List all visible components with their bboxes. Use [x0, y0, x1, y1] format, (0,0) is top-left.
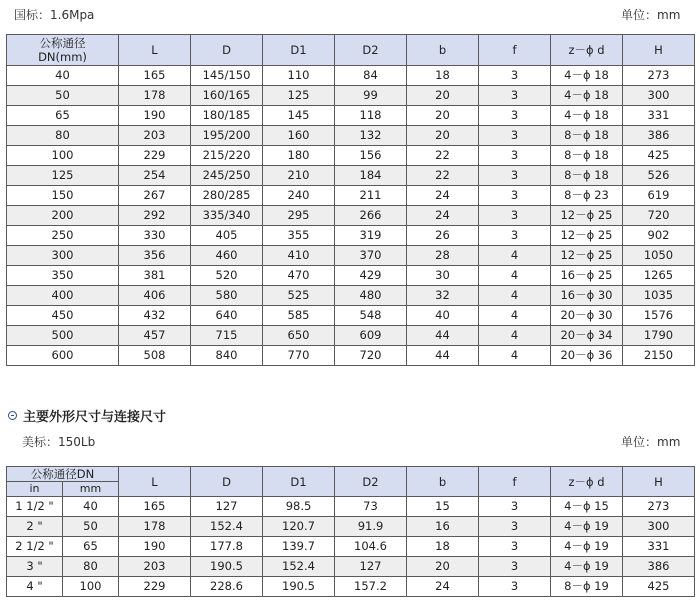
- table-cell: 20: [407, 126, 479, 146]
- table-cell: 273: [623, 497, 695, 517]
- table-cell: 350: [7, 266, 119, 286]
- table-cell: 145/150: [191, 66, 263, 86]
- table-cell: 356: [119, 246, 191, 266]
- table-cell: 770: [263, 346, 335, 366]
- table-cell: 12－ϕ 25: [551, 226, 623, 246]
- table-cell: 548: [335, 306, 407, 326]
- table-cell: 425: [623, 146, 695, 166]
- table-cell: 3: [479, 86, 551, 106]
- table-row: [7, 346, 695, 366]
- table-cell: 4: [479, 286, 551, 306]
- unit-label-2: 单位：mm: [621, 435, 681, 449]
- bullet-icon: [8, 411, 17, 420]
- table-cell: 3: [479, 146, 551, 166]
- table-cell: 3: [479, 226, 551, 246]
- table-row: [7, 517, 695, 537]
- table-cell: 229: [119, 577, 191, 597]
- table-cell: 370: [335, 246, 407, 266]
- table-row: [7, 166, 695, 186]
- table-cell: 50: [63, 517, 119, 537]
- table-cell: 200: [7, 206, 119, 226]
- table-cell: 110: [263, 66, 335, 86]
- table-cell: 292: [119, 206, 191, 226]
- table-cell: 24: [407, 206, 479, 226]
- table-cell: 1050: [623, 246, 695, 266]
- table-cell: 335/340: [191, 206, 263, 226]
- table-cell: 152.4: [191, 517, 263, 537]
- table-cell: 24: [407, 186, 479, 206]
- table-cell: 280/285: [191, 186, 263, 206]
- table-cell: 8－ϕ 23: [551, 186, 623, 206]
- table-cell: 300: [623, 517, 695, 537]
- table-row: [7, 497, 695, 517]
- table-cell: 580: [191, 286, 263, 306]
- header-in: in: [7, 482, 63, 497]
- table-cell: 1265: [623, 266, 695, 286]
- table-cell: 190: [119, 106, 191, 126]
- table-cell: 319: [335, 226, 407, 246]
- table-cell: 429: [335, 266, 407, 286]
- table-cell: 22: [407, 166, 479, 186]
- header-cell: D2: [335, 467, 407, 497]
- table-row: [7, 266, 695, 286]
- table-cell: 150: [7, 186, 119, 206]
- table-cell: 1576: [623, 306, 695, 326]
- standard-label-1: 国标：1.6Mpa: [14, 8, 95, 22]
- table-cell: 40: [407, 306, 479, 326]
- table-cell: 2 ": [7, 517, 63, 537]
- table-cell: 28: [407, 246, 479, 266]
- table-cell: 210: [263, 166, 335, 186]
- table-cell: 195/200: [191, 126, 263, 146]
- table-cell: 330: [119, 226, 191, 246]
- table-cell: 410: [263, 246, 335, 266]
- table-cell: 8－ϕ 19: [551, 577, 623, 597]
- header-nominal-diameter: 公称通径 DN(mm): [7, 35, 119, 66]
- table-cell: 118: [335, 106, 407, 126]
- table-cell: 80: [7, 126, 119, 146]
- table-cell: 20－ϕ 30: [551, 306, 623, 326]
- table-cell: 104.6: [335, 537, 407, 557]
- table-row: [7, 537, 695, 557]
- table-row: [7, 66, 695, 86]
- table-row: [7, 306, 695, 326]
- table-cell: 480: [335, 286, 407, 306]
- table-cell: 65: [63, 537, 119, 557]
- table-cell: 30: [407, 266, 479, 286]
- header-cell: f: [479, 35, 551, 66]
- table-cell: 8－ϕ 18: [551, 146, 623, 166]
- table-cell: 177.8: [191, 537, 263, 557]
- table-cell: 8－ϕ 18: [551, 126, 623, 146]
- table-cell: 165: [119, 66, 191, 86]
- table-cell: 508: [119, 346, 191, 366]
- table-cell: 3: [479, 497, 551, 517]
- table-row: [7, 326, 695, 346]
- table-header-row: [7, 467, 695, 482]
- table-cell: 2 1/2 ": [7, 537, 63, 557]
- table-cell: 100: [7, 146, 119, 166]
- table-cell: 3: [479, 557, 551, 577]
- table-cell: 20: [407, 86, 479, 106]
- dimension-table-ansi: [6, 466, 695, 597]
- table-cell: 266: [335, 206, 407, 226]
- table-cell: 4 ": [7, 577, 63, 597]
- table-cell: 381: [119, 266, 191, 286]
- table-cell: 215/220: [191, 146, 263, 166]
- table-cell: 331: [623, 106, 695, 126]
- header-cell: b: [407, 35, 479, 66]
- table-cell: 184: [335, 166, 407, 186]
- table-cell: 331: [623, 537, 695, 557]
- table-cell: 132: [335, 126, 407, 146]
- table-cell: 12－ϕ 25: [551, 246, 623, 266]
- table-cell: 500: [7, 326, 119, 346]
- table-cell: 4－ϕ 19: [551, 517, 623, 537]
- header-cell: D1: [263, 467, 335, 497]
- table-cell: 4－ϕ 18: [551, 86, 623, 106]
- table-cell: 203: [119, 126, 191, 146]
- table-cell: 4: [479, 246, 551, 266]
- table-cell: 405: [191, 226, 263, 246]
- table-cell: 127: [191, 497, 263, 517]
- table-cell: 386: [623, 557, 695, 577]
- header-dn-group: 公称通径DN: [7, 467, 119, 482]
- table-cell: 3: [479, 537, 551, 557]
- table-cell: 4－ϕ 15: [551, 497, 623, 517]
- table-cell: 16－ϕ 30: [551, 286, 623, 306]
- unit-label-1: 单位：mm: [621, 8, 681, 22]
- table-cell: 84: [335, 66, 407, 86]
- table-row: [7, 206, 695, 226]
- table-cell: 4: [479, 326, 551, 346]
- table-cell: 120.7: [263, 517, 335, 537]
- table-cell: 3: [479, 206, 551, 226]
- table-row: [7, 577, 695, 597]
- table-cell: 4－ϕ 18: [551, 106, 623, 126]
- table-cell: 139.7: [263, 537, 335, 557]
- table-cell: 12－ϕ 25: [551, 206, 623, 226]
- table-cell: 3: [479, 126, 551, 146]
- table-cell: 145: [263, 106, 335, 126]
- table-cell: 125: [263, 86, 335, 106]
- dimension-table-gb: [6, 34, 695, 366]
- table-cell: 44: [407, 346, 479, 366]
- header-cell: H: [623, 467, 695, 497]
- table-cell: 178: [119, 517, 191, 537]
- table-cell: 520: [191, 266, 263, 286]
- table-cell: 715: [191, 326, 263, 346]
- table-cell: 406: [119, 286, 191, 306]
- table-cell: 1 1/2 ": [7, 497, 63, 517]
- table-cell: 22: [407, 146, 479, 166]
- table-cell: 425: [623, 577, 695, 597]
- table-cell: 526: [623, 166, 695, 186]
- table-cell: 178: [119, 86, 191, 106]
- header-cell: L: [119, 467, 191, 497]
- table-cell: 80: [63, 557, 119, 577]
- table-cell: 229: [119, 146, 191, 166]
- table-cell: 240: [263, 186, 335, 206]
- table-cell: 18: [407, 66, 479, 86]
- table-cell: 3: [479, 166, 551, 186]
- table-cell: 20: [407, 106, 479, 126]
- table-row: [7, 126, 695, 146]
- header-cell: D: [191, 467, 263, 497]
- table-cell: 20: [407, 557, 479, 577]
- header-cell: D: [191, 35, 263, 66]
- table-cell: 525: [263, 286, 335, 306]
- table-cell: 3: [479, 577, 551, 597]
- table-cell: 600: [7, 346, 119, 366]
- standard-label-2: 美标：150Lb: [22, 435, 96, 449]
- table-header-row: [7, 35, 695, 66]
- table-cell: 4: [479, 306, 551, 326]
- table-cell: 457: [119, 326, 191, 346]
- table-cell: 254: [119, 166, 191, 186]
- table-row: [7, 226, 695, 246]
- table-cell: 386: [623, 126, 695, 146]
- table-cell: 650: [263, 326, 335, 346]
- table-row: [7, 286, 695, 306]
- table-cell: 8－ϕ 18: [551, 166, 623, 186]
- table-cell: 4－ϕ 19: [551, 557, 623, 577]
- table-row: [7, 557, 695, 577]
- table-cell: 300: [7, 246, 119, 266]
- table-cell: 100: [63, 577, 119, 597]
- table-cell: 40: [63, 497, 119, 517]
- header-cell: z－ϕ d: [551, 467, 623, 497]
- table-cell: 125: [7, 166, 119, 186]
- table-cell: 190.5: [191, 557, 263, 577]
- table-cell: 160/165: [191, 86, 263, 106]
- table-cell: 3: [479, 517, 551, 537]
- table-cell: 160: [263, 126, 335, 146]
- table-cell: 3: [479, 66, 551, 86]
- table-cell: 228.6: [191, 577, 263, 597]
- header-cell: D2: [335, 35, 407, 66]
- table-cell: 432: [119, 306, 191, 326]
- table-cell: 1035: [623, 286, 695, 306]
- table-cell: 1790: [623, 326, 695, 346]
- table-cell: 40: [7, 66, 119, 86]
- table-cell: 15: [407, 497, 479, 517]
- table-cell: 65: [7, 106, 119, 126]
- header-cell: H: [623, 35, 695, 66]
- table-cell: 619: [623, 186, 695, 206]
- table-cell: 91.9: [335, 517, 407, 537]
- table-cell: 127: [335, 557, 407, 577]
- table-cell: 211: [335, 186, 407, 206]
- table-cell: 640: [191, 306, 263, 326]
- table-cell: 180/185: [191, 106, 263, 126]
- table-cell: 50: [7, 86, 119, 106]
- table-cell: 267: [119, 186, 191, 206]
- table-cell: 152.4: [263, 557, 335, 577]
- table-cell: 355: [263, 226, 335, 246]
- header-cell: f: [479, 467, 551, 497]
- table-cell: 32: [407, 286, 479, 306]
- table-cell: 16－ϕ 25: [551, 266, 623, 286]
- table-cell: 720: [335, 346, 407, 366]
- table-cell: 3: [479, 106, 551, 126]
- table-cell: 44: [407, 326, 479, 346]
- table-cell: 273: [623, 66, 695, 86]
- table-cell: 460: [191, 246, 263, 266]
- table-cell: 300: [623, 86, 695, 106]
- table-cell: 180: [263, 146, 335, 166]
- table-cell: 400: [7, 286, 119, 306]
- table-cell: 4－ϕ 18: [551, 66, 623, 86]
- table-cell: 4: [479, 346, 551, 366]
- table-cell: 18: [407, 537, 479, 557]
- table-cell: 98.5: [263, 497, 335, 517]
- header-cell: z－ϕ d: [551, 35, 623, 66]
- table-cell: 165: [119, 497, 191, 517]
- table-cell: 156: [335, 146, 407, 166]
- table-cell: 20－ϕ 36: [551, 346, 623, 366]
- table-cell: 585: [263, 306, 335, 326]
- header-cell: b: [407, 467, 479, 497]
- header-cell: L: [119, 35, 191, 66]
- table-cell: 902: [623, 226, 695, 246]
- section-title: 主要外形尺寸与连接尺寸: [23, 410, 167, 425]
- table-cell: 190: [119, 537, 191, 557]
- table-cell: 295: [263, 206, 335, 226]
- table-cell: 24: [407, 577, 479, 597]
- table-cell: 16: [407, 517, 479, 537]
- table-row: [7, 146, 695, 166]
- table-cell: 840: [191, 346, 263, 366]
- header-mm: mm: [63, 482, 119, 497]
- table-cell: 450: [7, 306, 119, 326]
- table-cell: 470: [263, 266, 335, 286]
- table-row: [7, 106, 695, 126]
- table-cell: 609: [335, 326, 407, 346]
- table-cell: 720: [623, 206, 695, 226]
- table-cell: 190.5: [263, 577, 335, 597]
- table-row: [7, 86, 695, 106]
- header-cell: D1: [263, 35, 335, 66]
- table-cell: 26: [407, 226, 479, 246]
- table-row: [7, 246, 695, 266]
- table-cell: 250: [7, 226, 119, 246]
- table-cell: 3: [479, 186, 551, 206]
- section-heading: [8, 406, 166, 425]
- table-cell: 245/250: [191, 166, 263, 186]
- table-cell: 4－ϕ 19: [551, 537, 623, 557]
- table-cell: 20－ϕ 34: [551, 326, 623, 346]
- table-cell: 203: [119, 557, 191, 577]
- table-cell: 99: [335, 86, 407, 106]
- table-cell: 157.2: [335, 577, 407, 597]
- table-cell: 73: [335, 497, 407, 517]
- table-cell: 3 ": [7, 557, 63, 577]
- table-cell: 2150: [623, 346, 695, 366]
- table-row: [7, 186, 695, 206]
- table-cell: 4: [479, 266, 551, 286]
